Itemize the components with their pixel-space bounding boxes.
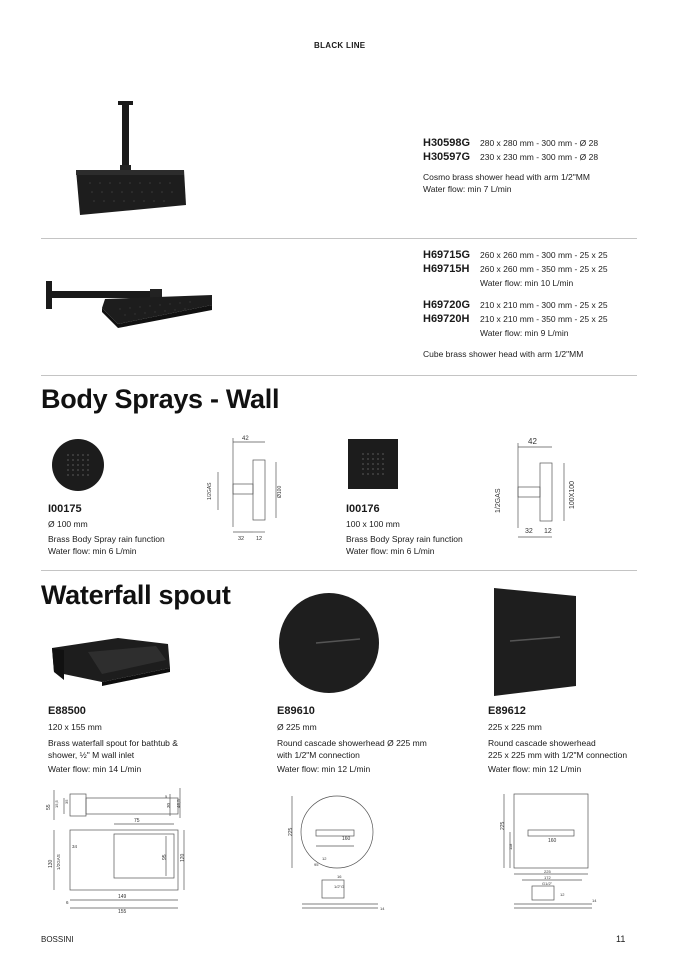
technical-drawing-I00175 (198, 432, 284, 544)
product-code: I00175 (48, 503, 82, 515)
dim-label: 6 (66, 900, 69, 905)
water-flow: Water flow: min 14 L/min (48, 764, 142, 774)
divider (41, 570, 637, 571)
spec-row (423, 137, 598, 151)
round-cascade-image (276, 590, 382, 696)
product-dimension: Ø 100 mm (48, 519, 88, 529)
dim-label: 225 (500, 821, 506, 830)
dim-label: 225 (544, 869, 551, 874)
dim-label: 5 (165, 794, 168, 799)
product-code: E89612 (488, 705, 526, 717)
water-flow: Water flow: min 9 L/min (480, 328, 569, 338)
product-code: H30597G (423, 151, 471, 163)
page-number: 11 (616, 934, 626, 944)
section-title-body-sprays: Body Sprays - Wall (41, 384, 280, 414)
water-flow: Water flow: min 6 L/min (346, 546, 435, 556)
dim-label: 32 (238, 536, 245, 542)
dim-label: 95 (162, 854, 168, 860)
divider (41, 238, 637, 239)
dim-label: 42 (242, 436, 249, 442)
product-description: Brass Body Spray rain function (346, 534, 463, 544)
product-block-E88500 (48, 705, 178, 775)
dim-label: 160 (548, 838, 557, 844)
product-dimension: Ø 225 mm (277, 722, 317, 732)
dim-label: 14 (592, 898, 597, 903)
technical-drawing-E89610 (282, 790, 390, 916)
product-spec: 260 x 260 mm - 350 mm - 25 x 25 (480, 264, 608, 274)
dim-label: 172 (544, 875, 551, 880)
dim-label: 16 (337, 874, 342, 879)
water-flow: Water flow: min 12 L/min (277, 764, 371, 774)
dim-label: 130 (48, 859, 54, 868)
product-spec: 230 x 230 mm - 300 mm - Ø 28 (480, 152, 599, 162)
product-description-line2: with 1/2"M connection (277, 750, 360, 760)
dim-label: 1/2GAS (495, 488, 502, 513)
product-block-I00175 (48, 503, 165, 557)
product-code: E88500 (48, 705, 86, 717)
square-cascade-image (490, 586, 580, 698)
product-code: I00176 (346, 503, 380, 515)
dim-label: 55 (46, 804, 52, 810)
cube-spec-block (423, 249, 608, 360)
product-code: H69715G (423, 249, 471, 261)
product-description-line2: 225 x 225 mm with 1/2"M connection (488, 750, 628, 760)
dim-label: 14 (380, 906, 385, 911)
product-description: Brass Body Spray rain function (48, 534, 165, 544)
dim-label: G1/2" (542, 881, 553, 886)
dim-label: 120 (180, 853, 186, 862)
product-code: H30598G (423, 137, 471, 149)
dim-label: 32 (525, 528, 533, 535)
dim-label: 75 (134, 818, 140, 824)
dim-label: 1/2GAS (56, 854, 61, 870)
product-description-line1: Brass waterfall spout for bathtub & (48, 738, 178, 748)
product-code: H69720G (423, 299, 471, 311)
cosmo-spec-block (423, 137, 598, 195)
cube-shower-head-image (40, 275, 220, 330)
body-spray-square-image (346, 437, 400, 491)
product-block-E89610 (277, 705, 427, 775)
dim-label: 30 (166, 802, 171, 808)
spec-row (423, 299, 608, 313)
spec-row (423, 249, 608, 263)
dim-label: 118 (508, 843, 513, 850)
dim-label: 34 (72, 844, 78, 849)
dim-label: 160 (342, 836, 351, 842)
technical-drawing-I00176 (488, 433, 578, 545)
spec-row (423, 313, 608, 327)
product-block-I00176 (346, 503, 463, 557)
product-dimension: 100 x 100 mm (346, 519, 400, 529)
product-block-E89612 (488, 705, 627, 775)
water-flow: Water flow: min 10 L/min (480, 278, 574, 288)
product-code: H69720H (423, 313, 470, 325)
product-description-line2: shower, ½" M wall inlet (48, 750, 135, 760)
technical-drawing-E88500 (44, 784, 194, 914)
dim-label: Ø100 (277, 485, 283, 498)
section-title-waterfall-spout: Waterfall spout (41, 580, 231, 610)
page-header: BLACK LINE (314, 41, 366, 50)
dim-label: 155 (118, 909, 127, 914)
dim-label: 12 (560, 892, 565, 897)
dim-label: 1/2"G (334, 884, 345, 889)
cosmo-shower-head-image (70, 95, 190, 220)
dim-label: 42 (528, 437, 537, 446)
body-spray-round-image (50, 437, 106, 493)
product-description-line1: Round cascade showerhead (488, 738, 596, 748)
water-flow: Water flow: min 7 L/min (423, 184, 512, 194)
product-spec: 280 x 280 mm - 300 mm - Ø 28 (480, 138, 599, 148)
spec-row (423, 151, 598, 165)
footer-brand: BOSSINI (41, 935, 74, 944)
dim-label: 149 (118, 894, 127, 900)
dim-label: 100X100 (569, 480, 576, 509)
dim-label: 225 (288, 827, 294, 836)
water-flow: Water flow: min 12 L/min (488, 764, 582, 774)
divider (41, 375, 637, 376)
dim-label: 1/2GAS (207, 482, 213, 500)
product-dimension: 120 x 155 mm (48, 722, 102, 732)
product-description: Cosmo brass shower head with arm 1/2"MM (423, 172, 590, 182)
dim-label: 12 (256, 536, 263, 542)
product-description-line1: Round cascade showerhead Ø 225 mm (277, 738, 427, 748)
product-description: Cube brass shower head with arm 1/2"MM (423, 349, 584, 359)
product-code: E89610 (277, 705, 315, 717)
dim-label: 35 (64, 799, 69, 804)
product-spec: 210 x 210 mm - 350 mm - 25 x 25 (480, 314, 608, 324)
dim-label: 15,5 (54, 800, 59, 808)
product-code: H69715H (423, 263, 470, 275)
dim-label: 12 (544, 528, 552, 535)
product-spec: 260 x 260 mm - 300 mm - 25 x 25 (480, 250, 608, 260)
dim-label: 12 (322, 856, 327, 861)
waterfall-spout-image (48, 630, 178, 692)
technical-drawing-E89612 (492, 790, 602, 916)
water-flow: Water flow: min 6 L/min (48, 546, 137, 556)
dim-label: 46,5 (176, 799, 181, 808)
product-spec: 210 x 210 mm - 300 mm - 25 x 25 (480, 300, 608, 310)
product-dimension: 225 x 225 mm (488, 722, 542, 732)
spec-row (423, 263, 608, 277)
dim-label: 95 (314, 862, 319, 867)
